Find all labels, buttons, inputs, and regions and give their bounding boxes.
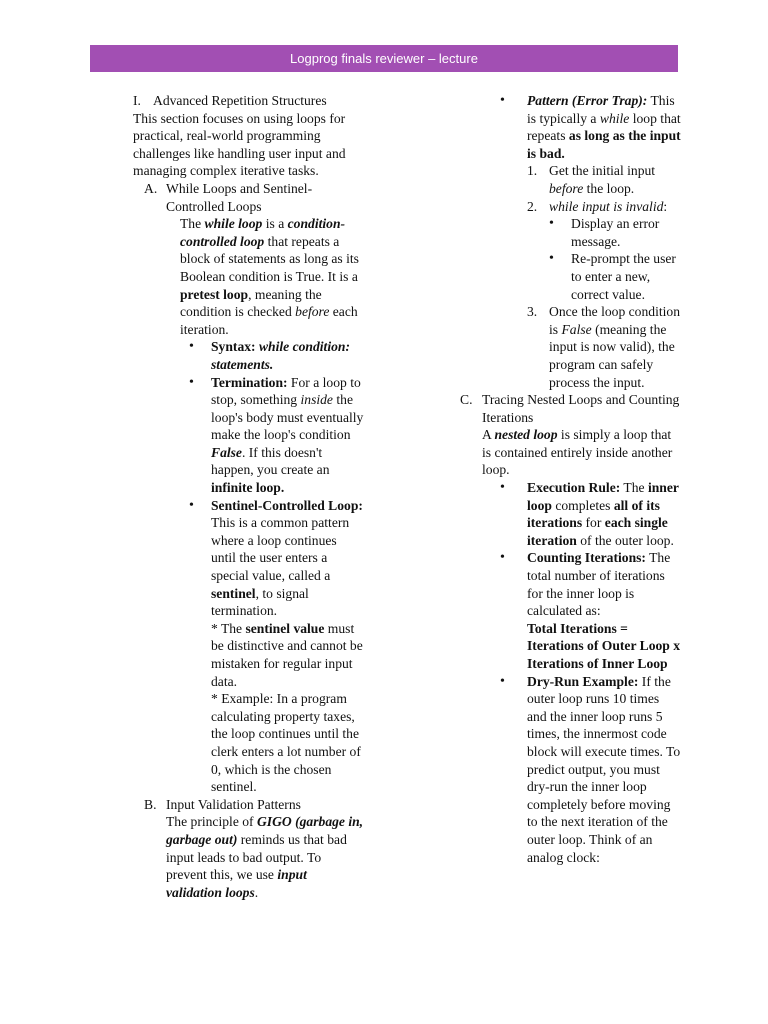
subsection-c-title: Tracing Nested Loops and Counting Iterations — [482, 392, 680, 425]
bullet-syntax: • Syntax: while condition: statements. — [189, 339, 350, 372]
bullet-sentinel: • Sentinel-Controlled Loop: This is a common pattern where a loop continues until the user enters a special value, called a sentinel, to signal termination. * The sentinel value must be distinctive and cannot be mistaken for regular input data. * Example: In a program calculating property taxes, the loop continues until the clerk enters a lot number of 0, which is the chosen sentinel. — [189, 497, 363, 795]
subsection-a-heading — [144, 180, 365, 215]
step-2: 2. while input is invalid: — [527, 198, 668, 214]
subsection-b-title: Input Validation Patterns — [166, 796, 301, 812]
section-title: Advanced Repetition Structures — [153, 93, 327, 108]
step-2-bullet-1: • Display an error message. — [549, 216, 660, 249]
subsection-b-number: B. — [144, 796, 157, 812]
subsection-b-paragraph: The principle of GIGO (garbage in, garbage out) reminds us that bad input leads to bad output. To prevent this, we use input validation loops. — [166, 814, 364, 900]
bullet-icon: • — [500, 550, 505, 566]
section-number: I. — [133, 93, 141, 108]
bullet-icon: • — [189, 497, 194, 513]
bullet-icon: • — [500, 480, 505, 496]
step-3: 3. Once the loop condition is False (meaning the input is now valid), the program can safely process the input. — [527, 304, 680, 390]
subsection-b-heading — [144, 796, 365, 814]
left-column — [133, 92, 365, 901]
subsection-a-number: A. — [144, 180, 158, 196]
subsection-c-number: C. — [460, 392, 473, 408]
bullet-execution-rule: • Execution Rule: The inner loop completes all of its iterations for each single iteration of the outer loop. — [500, 480, 679, 548]
step-1: 1. Get the initial input before the loop. — [527, 163, 656, 196]
section-intro: This section focuses on using loops for practical, real-world programming challenges like handling user input and managing complex iterative tasks. — [133, 110, 346, 179]
bullet-icon: • — [549, 216, 554, 232]
bullet-icon: • — [549, 251, 554, 267]
iterations-formula: Total Iterations = Iterations of Outer Loop x Iterations of Inner Loop — [527, 620, 681, 671]
subsection-a-paragraph: The while loop is a condition-controlled loop that repeats a block of statements as long as its Boolean condition is True. It is a pretest loop, meaning the condition is checked before each iteration. — [180, 216, 359, 337]
bullet-icon: • — [500, 93, 505, 108]
subsection-c-paragraph: A nested loop is simply a loop that is contained entirely inside another loop. — [482, 427, 673, 478]
bullet-pattern: • Pattern (Error Trap): This is typically a while loop that repeats as long as the input is bad. — [500, 93, 681, 161]
bullet-icon: • — [189, 374, 194, 390]
bullet-icon: • — [500, 673, 505, 689]
bullet-icon: • — [189, 339, 194, 355]
document-header: Logprog finals reviewer – lecture — [90, 45, 678, 72]
subsection-a-title: While Loops and Sentinel-Controlled Loops — [166, 180, 313, 214]
bullet-counting-iterations: • Counting Iterations: The total number of iterations for the inner loop is calculated as: Total Iterations = Iterations of Outer Loop x Iterations of Inner Loop — [500, 550, 681, 671]
right-column — [460, 92, 682, 866]
bullet-termination: • Termination: For a loop to stop, something inside the loop's body must eventually make the loop's condition False. If this doesn't happen, you create an infinite loop. — [189, 374, 364, 496]
subsection-c-heading — [460, 391, 682, 426]
section-heading — [133, 92, 365, 110]
step-2-bullet-2: • Re-prompt the user to enter a new, correct value. — [549, 251, 676, 302]
bullet-dry-run: • Dry-Run Example: If the outer loop runs 10 times and the inner loop runs 5 times, the innermost code block will execute times. To predict output, you must dry-run the inner loop completely before moving to the next iteration of the outer loop. Think of an analog clock: — [500, 673, 681, 865]
